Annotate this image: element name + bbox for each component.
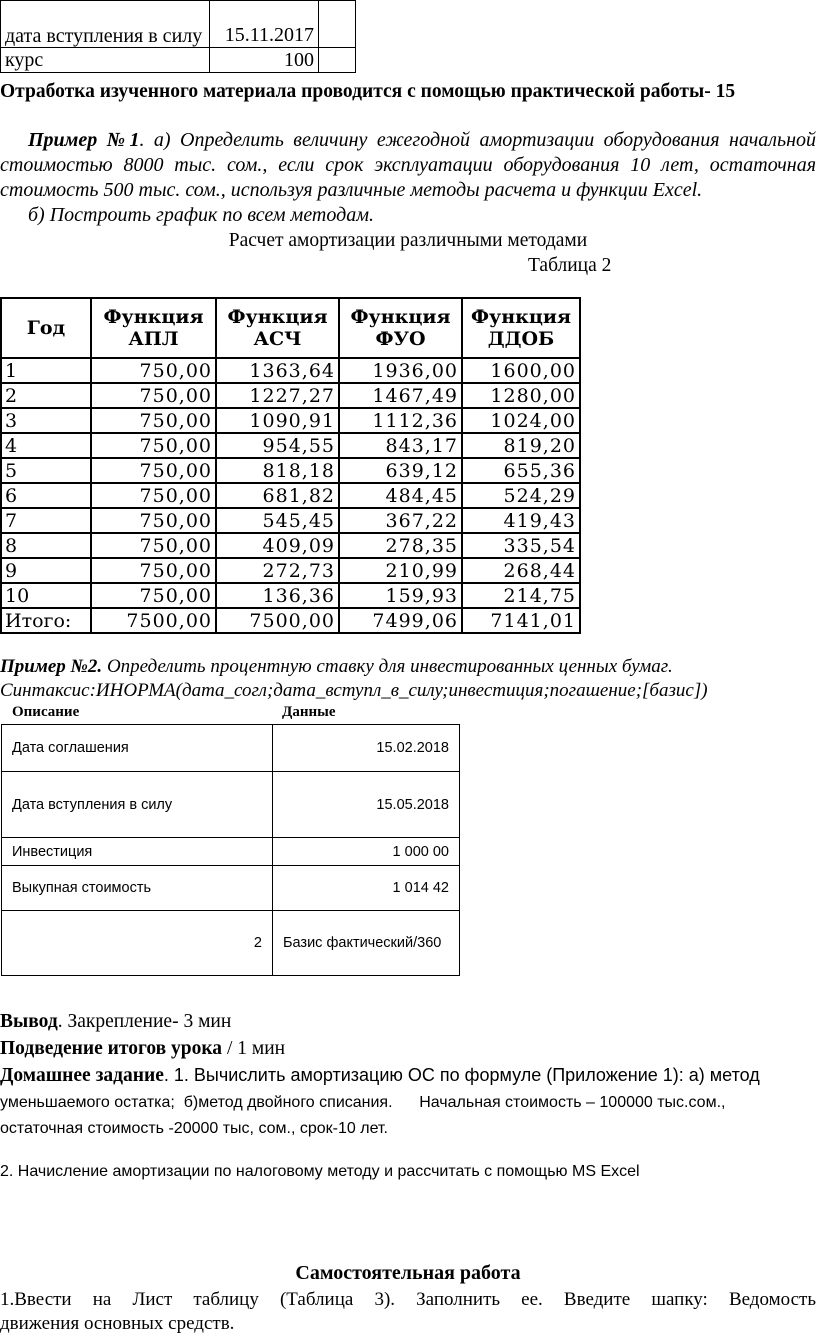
table-row: [2, 725, 460, 772]
effective-date-value: 15.11.2017: [210, 1, 319, 48]
syntax-label: Синтаксис: [0, 680, 90, 701]
top-table: [0, 0, 356, 73]
example2-text: Определить процентную ставку для инвестированных ценных бумаг.: [102, 656, 673, 677]
table-cell: 136,36: [216, 583, 339, 608]
table-cell: 367,22: [339, 508, 462, 533]
empty-cell: [319, 48, 356, 73]
summary-bold: Подведение итогов урока: [0, 1038, 223, 1059]
table-cell: 214,75: [462, 583, 580, 608]
table-cell: 7: [1, 508, 91, 533]
homework-line-1: [0, 1063, 760, 1088]
table-cell: 272,73: [216, 558, 339, 583]
table-2-label: Таблица 2: [528, 255, 612, 276]
table-row: [1, 483, 580, 508]
table-cell: 7500,00: [91, 608, 216, 633]
col-desc-header: Описание: [12, 704, 80, 720]
table-cell: Базис фактический/360: [273, 911, 460, 976]
table-cell: 1024,00: [462, 408, 580, 433]
table-cell: 159,93: [339, 583, 462, 608]
table-cell: 681,82: [216, 483, 339, 508]
table-cell: 819,20: [462, 433, 580, 458]
example1-text-a: . а) Определить величину ежегодной амортизации оборудования начальной стоимостью 8000 тыс. сом., если срок эксплуатации оборудования 10 лет, остаточная стоимость 500 тыс. сом., используя различные методы расчета и функции Excel.: [0, 129, 816, 201]
table-row: [1, 408, 580, 433]
col-data-header: Данные: [282, 704, 336, 720]
table-cell: 750,00: [91, 458, 216, 483]
table-row: [1, 48, 356, 73]
table-cell: 750,00: [91, 408, 216, 433]
table-cell: 2: [1, 383, 91, 408]
practical-heading: Отработка изученного материала проводится с помощью практической работы- 15: [0, 81, 736, 102]
summary-text: / 1 мин: [222, 1038, 286, 1059]
table-row: [1, 508, 580, 533]
table-cell: 818,18: [216, 458, 339, 483]
table-cell: 1090,91: [216, 408, 339, 433]
empty-cell: [319, 1, 356, 48]
table-cell: 3: [1, 408, 91, 433]
table-cell: 7141,01: [462, 608, 580, 633]
column-header: Год: [1, 298, 91, 358]
conclusion-text: . Закрепление- 3 мин: [57, 1011, 232, 1032]
table-row: [1, 608, 580, 633]
table-row: [1, 383, 580, 408]
rate-label: курс: [1, 48, 210, 73]
table-cell: 1467,49: [339, 383, 462, 408]
summary-line: [0, 1036, 285, 1061]
table-caption: Расчет амортизации различными методами: [228, 230, 588, 251]
table-cell: 750,00: [91, 383, 216, 408]
table-cell: 268,44: [462, 558, 580, 583]
column-header: Функция АПЛ: [91, 298, 216, 358]
table-cell: 1363,64: [216, 358, 339, 383]
table-cell: 1227,27: [216, 383, 339, 408]
table-cell: 1936,00: [339, 358, 462, 383]
table-cell: 1112,36: [339, 408, 462, 433]
table-cell: 4: [1, 433, 91, 458]
table-cell: 750,00: [91, 433, 216, 458]
table-cell: 278,35: [339, 533, 462, 558]
syntax-text: :ИНОРМА(дата_согл;дата_вступл_в_силу;инвестиция;погашение;[базис]): [89, 680, 708, 701]
homework-text-1: . 1. Вычислить амортизацию ОС по формуле (Приложение 1): а) метод: [163, 1065, 760, 1085]
table-cell: 750,00: [91, 358, 216, 383]
rate-value: 100: [210, 48, 319, 73]
independent-line-1: 1.Ввести на Лист таблицу (Таблица 3). Заполнить ее. Введите шапку: Ведомость: [0, 1289, 816, 1310]
table-cell: Итого:: [1, 608, 91, 633]
table-row: [1, 358, 580, 383]
table-row: [1, 433, 580, 458]
table-cell: 7499,06: [339, 608, 462, 633]
table-cell: 843,17: [339, 433, 462, 458]
table-cell: 15.02.2018: [273, 725, 460, 772]
example1-paragraph: [0, 128, 816, 203]
table-header-row: [1, 298, 580, 358]
example2-label: Пример №2.: [0, 656, 103, 677]
table-row: [2, 911, 460, 976]
table-cell: 8: [1, 533, 91, 558]
table-cell: 1280,00: [462, 383, 580, 408]
example1-text-b: б) Построить график по всем методам.: [28, 204, 374, 226]
table-row: [1, 458, 580, 483]
example2-line: [0, 654, 673, 679]
table-cell: 2: [2, 911, 273, 976]
table-cell: 1600,00: [462, 358, 580, 383]
table-cell: 750,00: [91, 558, 216, 583]
column-header: Функция ДДОБ: [462, 298, 580, 358]
table-cell: 954,55: [216, 433, 339, 458]
table-row: [2, 866, 460, 911]
table-cell: 524,29: [462, 483, 580, 508]
independent-work-title: Самостоятельная работа: [295, 1262, 521, 1284]
conclusion-line: [0, 1009, 231, 1034]
conclusion-bold: Вывод: [0, 1011, 58, 1032]
table-cell: 210,99: [339, 558, 462, 583]
example1-label: Пример №1: [28, 129, 140, 151]
table-cell: 639,12: [339, 458, 462, 483]
table-cell: 655,36: [462, 458, 580, 483]
homework-item-2: 2. Начисление амортизации по налоговому методу и рассчитать с помощью MS Excel: [0, 1163, 640, 1180]
table-cell: 10: [1, 583, 91, 608]
table-row: [1, 558, 580, 583]
example2-table: [1, 724, 460, 976]
table-cell: 419,43: [462, 508, 580, 533]
table-row: [1, 1, 356, 48]
effective-date-label: дата вступления в силу: [1, 1, 210, 48]
homework-line-3: остаточная стоимость -20000 тыс, сом., срок-10 лет.: [0, 1120, 388, 1137]
syntax-line: [0, 678, 708, 703]
column-header: Функция АСЧ: [216, 298, 339, 358]
independent-line-2: движения основных средств.: [0, 1313, 235, 1334]
homework-line-2: уменьшаемого остатка; б)метод двойного списания. Начальная стоимость – 100000 тыс.сом.,: [0, 1094, 726, 1111]
table-cell: 1 000 00: [273, 838, 460, 866]
table-cell: Выкупная стоимость: [2, 866, 273, 911]
table-row: [1, 583, 580, 608]
table-cell: 409,09: [216, 533, 339, 558]
table-cell: 750,00: [91, 508, 216, 533]
table-cell: 7500,00: [216, 608, 339, 633]
column-header: Функция ФУО: [339, 298, 462, 358]
table-cell: 9: [1, 558, 91, 583]
table-row: [1, 533, 580, 558]
table-row: [2, 772, 460, 838]
table-cell: 750,00: [91, 583, 216, 608]
table-cell: 15.05.2018: [273, 772, 460, 838]
table-cell: 5: [1, 458, 91, 483]
homework-bold: Домашнее задание: [0, 1065, 164, 1086]
table-cell: 484,45: [339, 483, 462, 508]
table-cell: 6: [1, 483, 91, 508]
table-cell: Дата вступления в силу: [2, 772, 273, 838]
table-cell: 335,54: [462, 533, 580, 558]
table-cell: Инвестиция: [2, 838, 273, 866]
table-cell: 1 014 42: [273, 866, 460, 911]
table-cell: 750,00: [91, 483, 216, 508]
table-cell: 750,00: [91, 533, 216, 558]
table-cell: 545,45: [216, 508, 339, 533]
amortization-table: [0, 297, 581, 634]
table-cell: Дата соглашения: [2, 725, 273, 772]
table-cell: 1: [1, 358, 91, 383]
table-row: [2, 838, 460, 866]
